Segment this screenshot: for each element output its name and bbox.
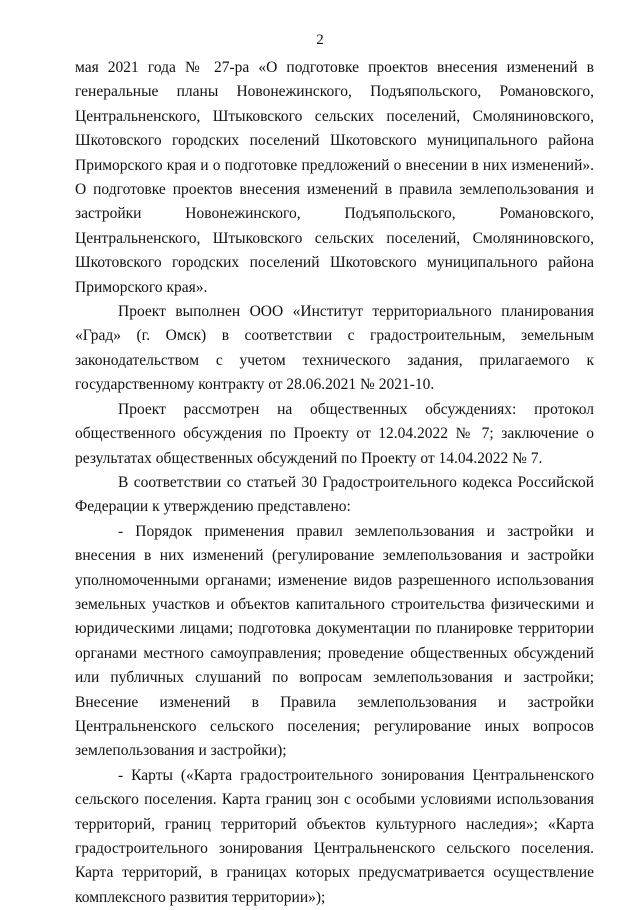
document-body bbox=[75, 56, 594, 910]
list-item-maps: - Карты («Карта градостроительного зонирования Центральненского сельского поселения. Карта границ зон с особыми условиями использования территорий, границ территорий объектов культурного наследия»; «Карта градостроительного зонирования Центральненского сельского поселения. Карта территорий, в границах которых предусматривается осуществление комплексного развития территории»); bbox=[75, 766, 594, 906]
page-number: 2 bbox=[316, 32, 324, 48]
paragraph-submitted-for-approval: В соответствии со статьей 30 Градостроительного кодекса Российской Федерации к утверждению представлено: bbox=[75, 473, 594, 516]
paragraph-public-hearings: Проект рассмотрен на общественных обсуждениях: протокол общественного обсуждения по Проекту от 12.04.2022 № 7; заключение о результатах общественных обсуждений по Проекту от 14.04.2022 № 7. bbox=[75, 400, 594, 467]
paragraph-decree-reference: мая 2021 года № 27-ра «О подготовке проектов внесения изменений в генеральные планы Новонежинского, Подъяпольского, Романовского, Центральненского, Штыковского сельских поселений, Смоляниновского, Шкотовского городских поселений Шкотовского муниципального района Приморского края и о подготовке предложений о внесении в них изменений». О подготовке проектов внесения изменений в правила землепользования и застройки Новонежинского, Подъяпольского, Романовского, Центральненского, Штыковского сельских поселений, Смоляниновского, Шкотовского городских поселений Шкотовского муниципального района Приморского края». bbox=[75, 59, 594, 296]
list-item-procedure: - Порядок применения правил землепользования и застройки и внесения в них изменений (регулирование землепользования и застройки уполномоченными органами; изменение видов разрешенного использования земельных участков и объектов капитального строительства физическими и юридическими лицами; подготовка документации по планировке территории органами местного самоуправления; проведение общественных обсуждений или публичных слушаний по вопросам землепользования и застройки; Внесение изменений в Правила землепользования и застройки Центральненского сельского поселения; регулирование иных вопросов землепользования и застройки); bbox=[75, 522, 594, 760]
paragraph-project-executor: Проект выполнен ООО «Институт территориального планирования «Град» (г. Омск) в соответствии с градостроительным, земельным законодательством с учетом технического задания, прилагаемого к государственному контракту от 28.06.2021 № 2021-10. bbox=[75, 303, 594, 394]
